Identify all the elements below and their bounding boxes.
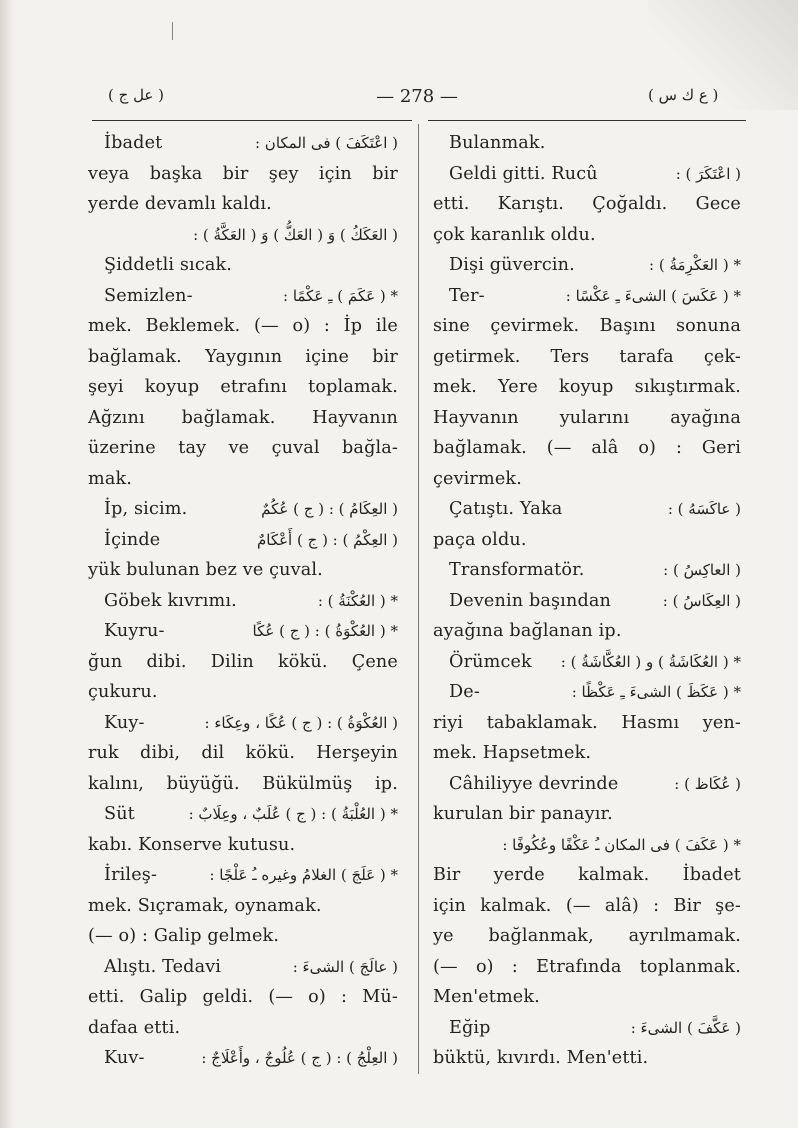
arabic-entry: ( عُكَاظ ) : <box>674 774 741 793</box>
arabic-entry: * ( عَكَسَ ) الشىءَ ـِ عَكْسًا : <box>565 286 741 305</box>
entry-headword: Câhiliyye devrinde <box>449 773 619 794</box>
arabic-entry: * ( العُكْوَةُ ) : ( ج ) عُكًا <box>252 622 398 640</box>
entry-line <box>433 769 741 800</box>
entry-headword: İrileş- <box>104 865 158 885</box>
arabic-entry: * ( العُكْنَةُ ) : <box>317 591 398 610</box>
entry-line: Men'etmek. <box>433 987 540 1007</box>
entry-line: Bulanmak. <box>449 133 546 153</box>
entry-line <box>88 860 398 891</box>
entry-line <box>433 281 741 312</box>
column-divider <box>418 124 419 1074</box>
entry-line: kabı. Konserve kutusu. <box>88 834 296 855</box>
arabic-entry: ( العِكَاسُ ) : <box>662 591 741 610</box>
entry-line <box>88 525 398 556</box>
entry-line: dafaa etti. <box>88 1017 181 1038</box>
entry-line <box>88 281 398 312</box>
entry-line <box>88 616 398 647</box>
entry-line: (— o) : Galip gelmek. <box>88 926 280 946</box>
entry-headword: Göbek kıvrımı. <box>104 590 237 611</box>
entry-line: etti. Karıştı. Çoğaldı. Gece <box>433 194 741 214</box>
entry-headword: Çatıştı. Yaka <box>449 499 563 519</box>
entry-line: getirmek. Ters tarafa çek- <box>433 346 741 367</box>
entry-headword: Süt <box>104 804 135 824</box>
arabic-entry-line: * ( عَكَفَ ) فى المكان ـُ عَكْفًا وعُكُوفًا : <box>502 835 741 854</box>
entry-line: ruk dibi, dil kökü. Herşeyin <box>88 743 398 763</box>
entry-line: çevirmek. <box>433 468 522 489</box>
entry-headword: Geldi gitti. Rucû <box>449 163 598 184</box>
entry-line <box>433 159 741 190</box>
arabic-entry: ( عَكَّفَ ) الشىءَ : <box>630 1018 741 1037</box>
entry-headword: Alıştı. Tedavi <box>104 956 222 977</box>
arabic-entry: ( عالَجَ ) الشىءَ : <box>292 957 398 976</box>
left-column <box>88 128 398 1074</box>
arabic-entry: ( العاكِسُ ) : <box>663 561 741 579</box>
entry-line: şeyi koyup etrafını toplamak. <box>88 377 398 397</box>
entry-headword: İbadet <box>104 133 163 153</box>
arabic-entry: * ( العَكْرِمَةُ ) : <box>649 256 741 274</box>
entry-line <box>433 1013 741 1044</box>
entry-headword: Transformatör. <box>449 560 585 580</box>
entry-line: mak. <box>88 468 133 489</box>
entry-line: çukuru. <box>88 682 158 702</box>
entry-line <box>88 1043 398 1074</box>
entry-line <box>433 494 741 525</box>
entry-line: Şiddetli sıcak. <box>104 255 233 275</box>
entry-line: (— o) : Etrafında toplanmak. <box>433 956 741 977</box>
entry-line: veya başka bir şey için bir <box>88 163 398 184</box>
entry-headword: Eğip <box>449 1017 491 1038</box>
entry-line: kurulan bir panayır. <box>433 804 613 824</box>
entry-headword: Dişi güvercin. <box>449 255 575 275</box>
entry-line: yük bulunan bez ve çuval. <box>88 560 323 580</box>
arabic-entry: * ( العُلْبَةُ ) : ( ج ) عُلَبٌ ، وعِلَابٌ : <box>188 805 398 823</box>
entry-line: ye bağlanmak, ayrılmamak. <box>433 926 741 946</box>
entry-line <box>433 677 741 708</box>
entry-line: etti. Galip geldi. (— o) : Mü- <box>88 987 398 1007</box>
entry-headword: İçinde <box>104 529 161 550</box>
entry-line: için kalmak. (— alâ) : Bir şe- <box>433 895 741 916</box>
entry-headword: Kuyru- <box>104 621 165 641</box>
arabic-entry: ( العُكْوَةُ ) : ( ج ) عُكًا ، وعِكَاء : <box>204 713 398 732</box>
entry-line <box>433 555 741 586</box>
arabic-entry: * ( العُكَاشَةُ ) و ( العُكَّاشَةُ ) : <box>560 652 741 671</box>
header-left-root: ( عل ج ) <box>108 86 165 104</box>
entry-line <box>88 586 398 617</box>
entry-line: Ağzını bağlamak. Hayvanın <box>88 407 398 428</box>
entry-headword: Örümcek <box>449 651 532 672</box>
entry-headword: Devenin başından <box>449 590 611 611</box>
arabic-entry: ( العِلْجُ ) : ( ج ) عُلُوجٌ ، وأَعْلَاجٌ : <box>201 1049 398 1067</box>
header-rule-left <box>92 120 412 121</box>
entry-line: çok karanlık oldu. <box>433 224 596 245</box>
entry-line: Bir yerde kalmak. İbadet <box>433 865 741 885</box>
header-right-root: ( ع ك س ) <box>648 86 719 104</box>
entry-headword: İp, sicim. <box>104 499 188 519</box>
entry-line: yerde devamlı kaldı. <box>88 194 272 214</box>
entry-headword: Kuy- <box>104 712 145 733</box>
entry-line <box>88 494 398 525</box>
scan-mark <box>172 22 173 40</box>
entry-headword: Kuv- <box>104 1048 145 1068</box>
entry-line: Hayvanın yularını ayağına <box>433 407 741 428</box>
entry-line <box>88 128 398 159</box>
entry-line <box>88 952 398 983</box>
entry-line <box>88 799 398 830</box>
page-number: — 278 — <box>376 86 458 107</box>
entry-line <box>433 250 741 281</box>
entry-line: ayağına bağlanan ip. <box>433 621 622 641</box>
entry-line: bağlamak. Yaygının içine bir <box>88 346 398 367</box>
entry-headword: De- <box>449 682 480 702</box>
arabic-entry: ( اعْتَكَفَ ) فى المكان : <box>254 134 398 152</box>
entry-line: paça oldu. <box>433 529 527 550</box>
entry-line: mek. Beklemek. (— o) : İp ile <box>88 316 398 336</box>
arabic-entry: * ( عَكَظَ ) الشىءَ ـِ عَكْظًا : <box>571 683 741 701</box>
entry-line: mek. Hapsetmek. <box>433 743 592 763</box>
entry-line: kalını, büyüğü. Bükülmüş ip. <box>88 773 398 794</box>
scan-edge-shadow <box>0 0 14 1128</box>
entry-line: sine çevirmek. Başını sonuna <box>433 316 741 336</box>
entry-line <box>88 708 398 739</box>
entry-line: üzerine tay ve çuval bağla- <box>88 438 398 458</box>
entry-line <box>433 586 741 617</box>
entry-line: mek. Yere koyup sıkıştırmak. <box>433 377 741 397</box>
arabic-entry: * ( عَلَجَ ) الغلامُ وغيره ـُ عَلْجًا : <box>209 866 398 884</box>
arabic-entry: * ( عَكَمَ ) ـِ عَكْمًا : <box>283 286 398 305</box>
arabic-entry: ( العِكْمُ ) : ( ج ) أَعْكَامٌ <box>256 530 398 549</box>
entry-line: mek. Sıçramak, oynamak. <box>88 895 322 916</box>
entry-headword: Ter- <box>449 285 485 306</box>
entry-line: ğun dibi. Dilin kökü. Çene <box>88 651 398 672</box>
entry-line: bağlamak. (— alâ o) : Geri <box>433 438 741 458</box>
arabic-entry: ( اعْتَكَرَ ) : <box>675 164 741 183</box>
entry-line: büktü, kıvırdı. Men'etti. <box>433 1048 649 1068</box>
entry-line: riyi tabaklamak. Hasmı yen- <box>433 712 741 733</box>
right-column <box>433 128 741 1074</box>
entry-line <box>433 647 741 678</box>
arabic-entry: ( عاكَسَهُ ) : <box>667 500 741 518</box>
entry-headword: Semizlen- <box>104 285 193 306</box>
arabic-entry: ( العِكَامُ ) : ( ج ) عُكُمٌ <box>261 500 398 518</box>
header-rule-right <box>428 120 746 121</box>
arabic-entry-line: ( العَكَكُ ) وَ ( العَكُّ ) وَ ( العَكَّةُ ) : <box>193 225 398 244</box>
